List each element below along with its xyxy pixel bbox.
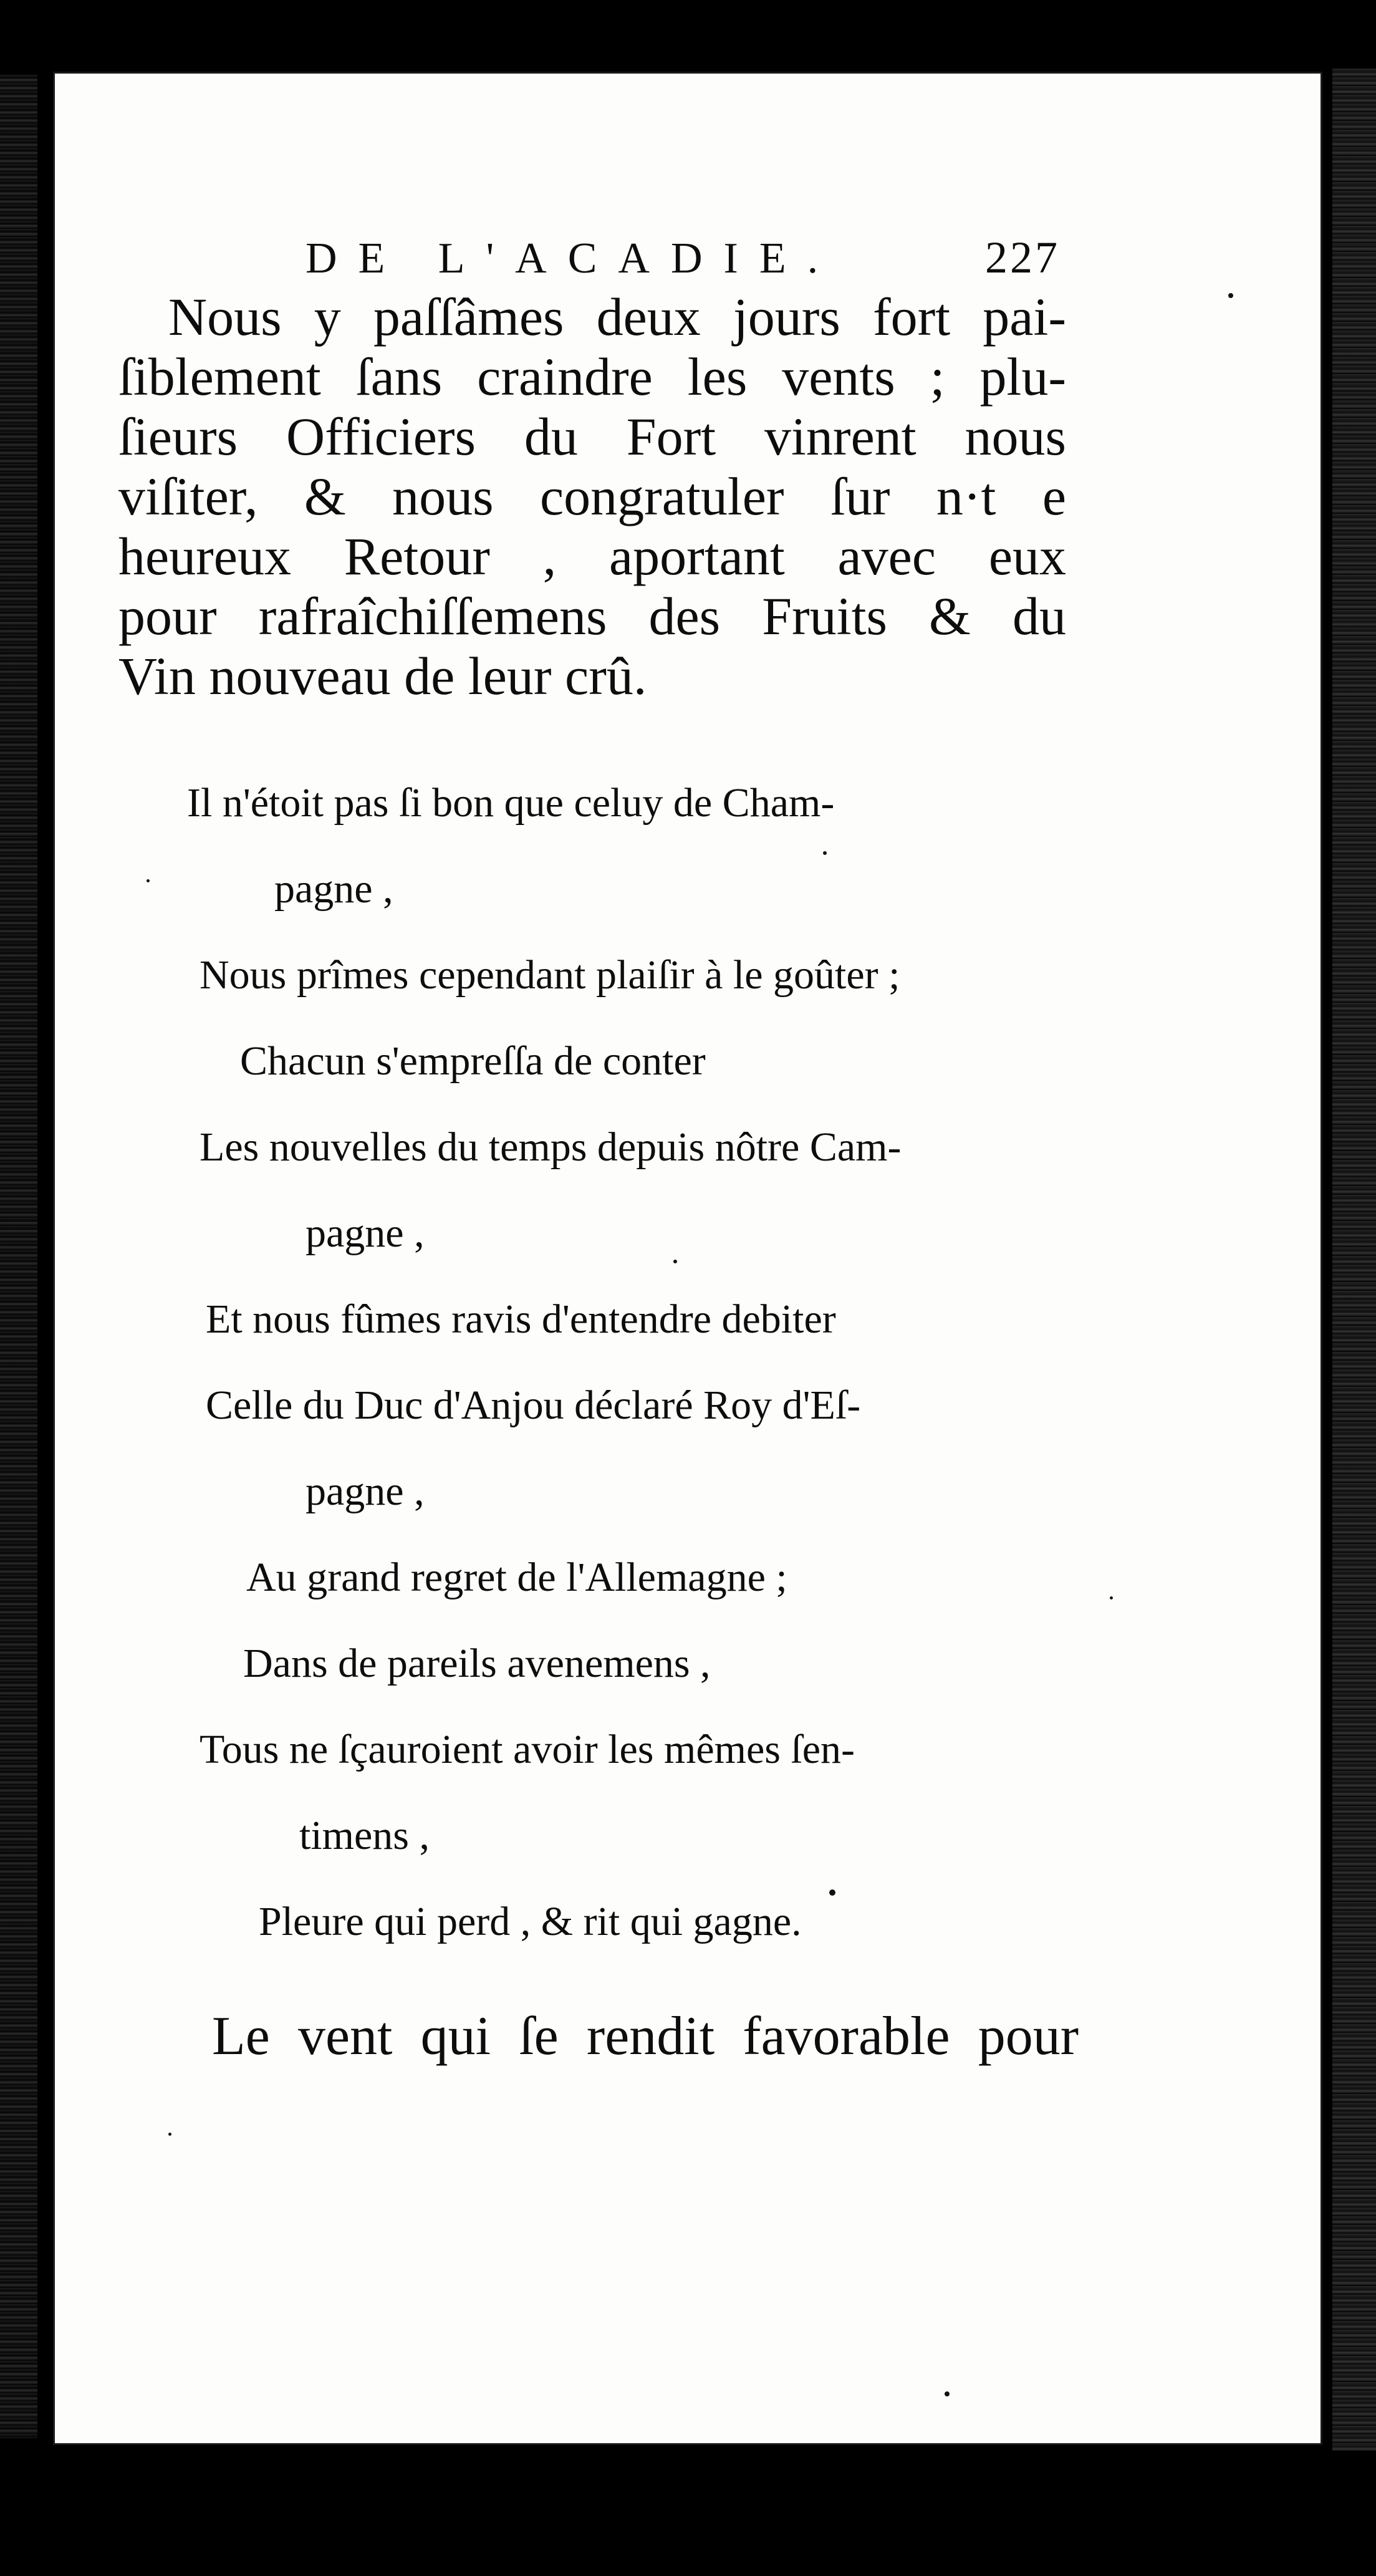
prose-line: heureux Retour , aportant avec eux [118,526,1066,586]
verse-line: pagne , [306,1469,425,1514]
verse-line: Au grand regret de l'Allemagne ; [246,1555,787,1600]
book-binding-edge [0,75,37,2438]
ink-speck [673,1260,677,1263]
running-header [306,232,1060,284]
prose-line: pour rafraîchiſſemens des Fruits & du [118,586,1066,646]
verse-line: pagne , [306,1210,425,1256]
verse-line: Dans de pareils avenemens , [243,1641,711,1686]
verse-line: timens , [299,1813,430,1858]
verse-line: Les nouvelles du temps depuis nôtre Cam- [200,1124,902,1170]
ink-speck [1228,293,1233,298]
prose-line: viſiter, & nous congratuler ſur n·t e [118,466,1066,526]
verse-line: Il n'étoit pas ſi bon que celuy de Cham- [187,780,835,826]
page-stack-edge [1332,69,1376,2451]
verse-line: Celle du Duc d'Anjou déclaré Roy d'Eſ- [206,1382,861,1428]
verse-line: Tous ne ſçauroient avoir les mêmes ſen- [200,1727,855,1772]
page-number: 227 [985,233,1060,282]
verse-line: Chacun s'empreſſa de conter [240,1038,706,1084]
ink-speck [147,879,150,882]
ink-speck [945,2391,950,2396]
ink-speck [1110,1596,1113,1599]
ink-speck [829,1889,835,1896]
verse-line: pagne , [274,866,393,912]
verse-line: Nous prîmes cependant plaiſir à le goûter ; [200,952,900,998]
verse-line: Pleure qui perd , & rit qui gagne. [259,1899,802,1944]
catchword-line: Le vent qui ſe rendit favorable pour [212,2006,1079,2067]
verse-line: Et nous fûmes ravis d'entendre debiter [206,1296,836,1342]
ink-speck [823,851,827,855]
ink-speck [168,2133,171,2136]
prose-paragraph [118,287,1066,706]
prose-line: Nous y paſſâmes deux jours fort pai- [168,287,1066,347]
running-head-title: DE L'ACADIE. [306,234,840,282]
prose-line: ſiblement ſans craindre les vents ; plu- [118,347,1066,407]
prose-line: ſieurs Officiers du Fort vinrent nous [118,407,1066,466]
prose-line: Vin nouveau de leur crû. [118,646,647,706]
